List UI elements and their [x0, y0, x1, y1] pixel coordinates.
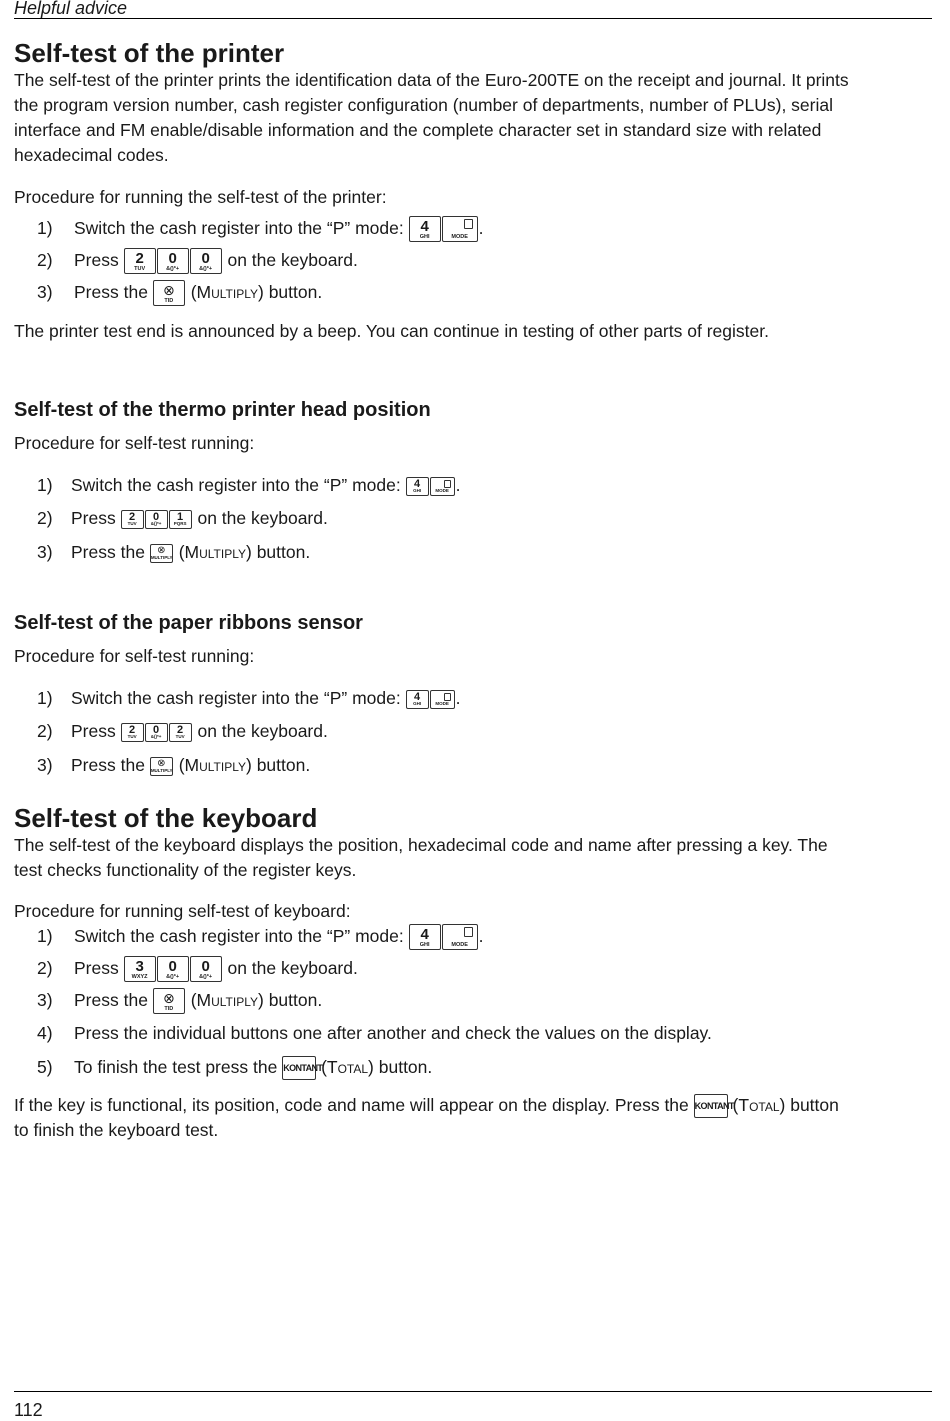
key-0-icon: 0 &()*+	[145, 723, 168, 742]
key-4-icon: 4 GHI	[406, 477, 429, 496]
step-2	[37, 248, 358, 272]
step-number: 2)	[37, 721, 53, 741]
key-0-icon: 0 &()*+	[190, 248, 222, 274]
step-3: 3) Press the ⊗ TID (Multiply) button.	[37, 988, 322, 1012]
step-text: Press the	[74, 990, 148, 1010]
key-2-icon: 2 TUV	[124, 248, 156, 274]
procedure-intro: Procedure for running self-test of keyboard:	[14, 901, 351, 921]
intro-line: The self-test of the printer prints the identification data of the Euro-200TE on the receipt and journal. It prints	[14, 70, 849, 90]
multiply-key-icon: ⊗ MULTIPLY	[150, 544, 173, 563]
step-text: Press	[74, 958, 119, 978]
key-4-icon: 4 GHI	[409, 924, 441, 950]
key-1-icon: 1 PQRS	[169, 510, 192, 529]
step-1	[37, 216, 483, 240]
step-end: on the keyboard.	[197, 721, 328, 741]
kontant-key-icon: KONTANT	[694, 1094, 728, 1118]
step-end: .	[455, 475, 461, 495]
step-text: Press the	[71, 755, 145, 775]
step-5: 5) To finish the test press the KONTANT (Total) button.	[37, 1055, 432, 1079]
section-title: Self-test of the thermo printer head position	[14, 399, 431, 421]
step-number: 3)	[37, 755, 53, 775]
procedure-intro: Procedure for self-test running:	[14, 433, 255, 453]
multiply-key-icon: ⊗ TID	[153, 988, 185, 1014]
procedure-intro: Procedure for self-test running:	[14, 646, 255, 666]
step-end: .	[478, 218, 484, 238]
key-4-icon: 4 GHI	[409, 216, 441, 242]
closing-text: The printer test end is announced by a beep. You can continue in testing of other parts of register.	[14, 321, 769, 341]
section-title: Self-test of the printer	[14, 38, 285, 68]
key-2-icon: 2 TUV	[121, 510, 144, 529]
closing-line: to finish the keyboard test.	[14, 1120, 219, 1141]
page-number: 112	[14, 1400, 43, 1420]
step-4	[37, 1021, 712, 1045]
step-1	[37, 924, 483, 948]
section-title: Self-test of the paper ribbons sensor	[14, 612, 363, 634]
intro-line: hexadecimal codes.	[14, 145, 169, 165]
step-number: 5)	[37, 1057, 53, 1077]
step-2	[37, 719, 328, 743]
step-end: on the keyboard.	[197, 508, 328, 528]
kontant-key-icon: KONTANT	[282, 1056, 316, 1080]
step-text: Press	[71, 508, 116, 528]
step-text: Press the individual buttons one after another and check the values on the display.	[74, 1023, 712, 1043]
section-paper-sensor	[14, 611, 932, 635]
step-end: on the keyboard.	[227, 958, 358, 978]
multiply-key-icon: ⊗ MULTIPLY	[150, 757, 173, 776]
step-end: on the keyboard.	[227, 250, 358, 270]
running-header: Helpful advice	[14, 0, 128, 18]
step-end: .	[478, 926, 484, 946]
key-0-icon: 0 &()*+	[157, 248, 189, 274]
step-number: 2)	[37, 508, 53, 528]
step-end: .	[455, 688, 461, 708]
step-text: Switch the cash register into the “P” mode:	[71, 475, 401, 495]
step-number: 1)	[37, 475, 53, 495]
step-number: 2)	[37, 958, 53, 978]
step-1	[37, 686, 460, 710]
step-3: 3) Press the ⊗ MULTIPLY (Multiply) button.	[37, 542, 311, 562]
key-2-icon: 2 TUV	[121, 723, 144, 742]
step-text: To finish the test press the	[74, 1057, 278, 1077]
step-number: 1)	[37, 688, 53, 708]
step-1	[37, 473, 460, 497]
step-number: 4)	[37, 1023, 53, 1043]
mode-key-icon: MODE	[430, 690, 455, 709]
intro-line: interface and FM enable/disable information and the complete character set in standard size with related	[14, 120, 822, 140]
section-printer-self-test	[14, 38, 932, 168]
key-0-icon: 0 &()*+	[145, 510, 168, 529]
procedure-intro: Procedure for running the self-test of the printer:	[14, 187, 387, 207]
mode-key-icon: MODE	[442, 924, 478, 950]
step-text: Switch the cash register into the “P” mode:	[74, 926, 404, 946]
intro-line: The self-test of the keyboard displays the position, hexadecimal code and name after pressing a key. The	[14, 835, 828, 855]
section-thermo-head	[14, 398, 932, 422]
footer-rule	[14, 1391, 932, 1392]
step-2	[37, 956, 358, 980]
mode-key-icon: MODE	[442, 216, 478, 242]
step-text: Press	[71, 721, 116, 741]
step-text: Press the	[74, 282, 148, 302]
key-2-icon: 2 TUV	[169, 723, 192, 742]
step-number: 3)	[37, 282, 53, 302]
header-rule	[14, 18, 932, 19]
multiply-key-icon: ⊗ TID	[153, 280, 185, 306]
closing-line: If the key is functional, its position, code and name will appear on the display. Press the KONTANT (Total) button	[14, 1093, 932, 1118]
step-text: Press the	[71, 542, 145, 562]
step-number: 3)	[37, 990, 53, 1010]
key-0-icon: 0 &()*+	[157, 956, 189, 982]
step-text: Switch the cash register into the “P” mode:	[74, 218, 404, 238]
closing-paragraph	[14, 1093, 932, 1143]
step-number: 3)	[37, 542, 53, 562]
section-keyboard-self-test	[14, 803, 932, 883]
section-title: Self-test of the keyboard	[14, 803, 318, 833]
step-3: 3) Press the ⊗ TID (Multiply) button.	[37, 280, 322, 304]
mode-key-icon: MODE	[430, 477, 455, 496]
key-0-icon: 0 &()*+	[190, 956, 222, 982]
step-2	[37, 506, 328, 530]
intro-line: test checks functionality of the register keys.	[14, 860, 357, 880]
step-number: 1)	[37, 218, 53, 238]
step-number: 2)	[37, 250, 53, 270]
step-3: 3) Press the ⊗ MULTIPLY (Multiply) button.	[37, 755, 311, 775]
step-text: Press	[74, 250, 119, 270]
step-text: Switch the cash register into the “P” mode:	[71, 688, 401, 708]
key-3-icon: 3 WXYZ	[124, 956, 156, 982]
key-4-icon: 4 GHI	[406, 690, 429, 709]
intro-line: the program version number, cash register configuration (number of departments, number of PLUs), serial	[14, 95, 833, 115]
step-number: 1)	[37, 926, 53, 946]
